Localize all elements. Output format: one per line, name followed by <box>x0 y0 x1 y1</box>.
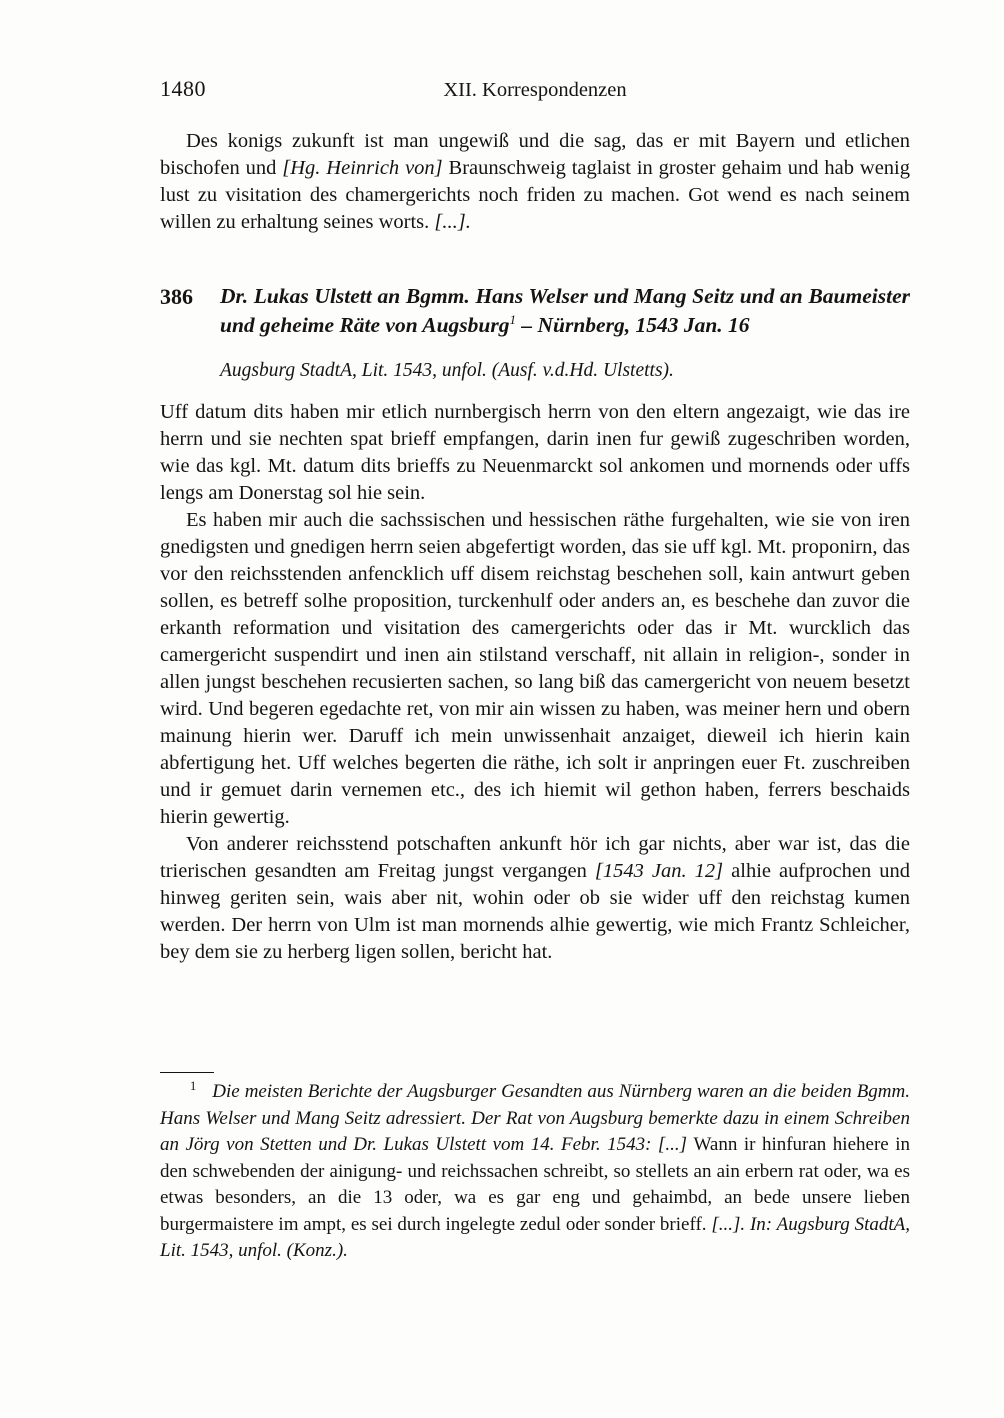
running-head: XII. Korrespondenzen <box>443 79 627 101</box>
letter-title <box>220 282 910 340</box>
letter-section <box>160 282 910 966</box>
intro-paragraph: Des konigs zukunft ist man ungewiß und die sag, das er mit Bayern und etlichen bischofen und [Hg. Heinrich von] Braunschweig taglaist in groster gehaim und hab wenig lust zu visitation des chamergerichts noch friden zu machen. Got wend es nach seinem willen zu erhaltung seines worts. [...]. <box>160 130 910 233</box>
letter-title-tail: – Nürnberg, 1543 Jan. 16 <box>516 313 750 337</box>
footnotes-block <box>160 1072 910 1265</box>
page-header <box>160 76 910 102</box>
footnote-number: 1 <box>190 1078 197 1093</box>
page-number: 1480 <box>160 76 206 101</box>
footnote-rule <box>160 1072 214 1073</box>
letter-number: 386 <box>160 284 193 309</box>
letter-paragraph-2: Es haben mir auch die sachssischen und hessischen räthe furgehalten, wie sie von iren gnedigsten und gnedigen herrn seien abgefertigt worden, das sie uff kgl. Mt. proponirn, das vor den reichsstenden anfencklich uff disem reichstag beschehen soll, kain antwurt geben sollen, es betreff solhe proposition, turckenhulf oder anders an, es beschehe dan zuvor die erkanth reformation und visitation des camergerichts oder das ir Mt. wurcklich das camergericht suspendirt und inen ain stilstand verschaff, nit allain in religion-, sonder in allen jungst beschehen recusierten sachen, so lang biß das camergericht von neuem besetzt wird. Und begeren egedachte ret, von mir ain wissen zu haben, was meiner hern und obern mainung hierin wer. Daruff ich mein unwissenhait anzaiget, dieweil ich hierin kain abfertigung het. Uff welches begerten die räthe, ich solt ir anpringen euer Ft. zuschreiben und ir gemuet darin vernemen etc., des ich hiemit wil gethon haben, ferrers beschaids hierin gewertig. <box>160 509 910 828</box>
footnote-ref-marker: 1 <box>509 311 516 327</box>
letter-paragraph-3: Von anderer reichsstend potschaften ankunft hör ich gar nichts, aber war ist, das die trierischen gesandten am Freitag jungst vergangen [1543 Jan. 12] alhie aufprochen und hinweg geriten sein, wais aber nit, wohin oder ob sie wider uff den reichstag kumen werden. Der herrn von Ulm ist man mornends alhie gewertig, wie mich Frantz Schleicher, bey dem sie zu herberg ligen sollen, bericht hat. <box>160 833 910 963</box>
letter-source: Augsburg StadtA, Lit. 1543, unfol. (Ausf. v.d.Hd. Ulstetts). <box>220 360 674 381</box>
letter-paragraph-1: Uff datum dits haben mir etlich nurnbergisch herrn von den eltern angezaigt, wie das ire herrn und sie nechten spat brieff empfangen, darin inen fur gewiß zugeschriben worden, wie das kgl. Mt. datum dits brieffs zu Neuenmarckt sol ankomen und mornends oder uffs lengs am Donerstag sol hie sein. <box>160 401 910 504</box>
footnote-text: Die meisten Berichte der Augsburger Gesandten aus Nürnberg waren an die beiden Bgmm. Hans Welser und Mang Seitz adressiert. Der Rat von Augsburg bemerkte dazu in einem Schreiben an Jörg von Stetten und Dr. Lukas Ulstett vom 14. Febr. 1543: [...] Wann ir hinfuran hiehere in den schwebenden der ainigung- und reichssachen schreibt, so stellets an ain erbern rat oder, wa es etwas besonders, an die 13 oder, wa es gar eng und gehaimbd, an bede unsere lieben burgermaistere im ampt, es sei durch ingelegte zedul oder sonder brieff. [...]. In: Augsburg StadtA, Lit. 1543, unfol. (Konz.). <box>160 1081 911 1261</box>
footnote-1 <box>160 1079 910 1265</box>
letter-heading <box>160 282 910 340</box>
letter-title-main: Dr. Lukas Ulstett an Bgmm. Hans Welser und Mang Seitz und an Baumeister und geheime Räte von Augsburg <box>220 284 910 337</box>
